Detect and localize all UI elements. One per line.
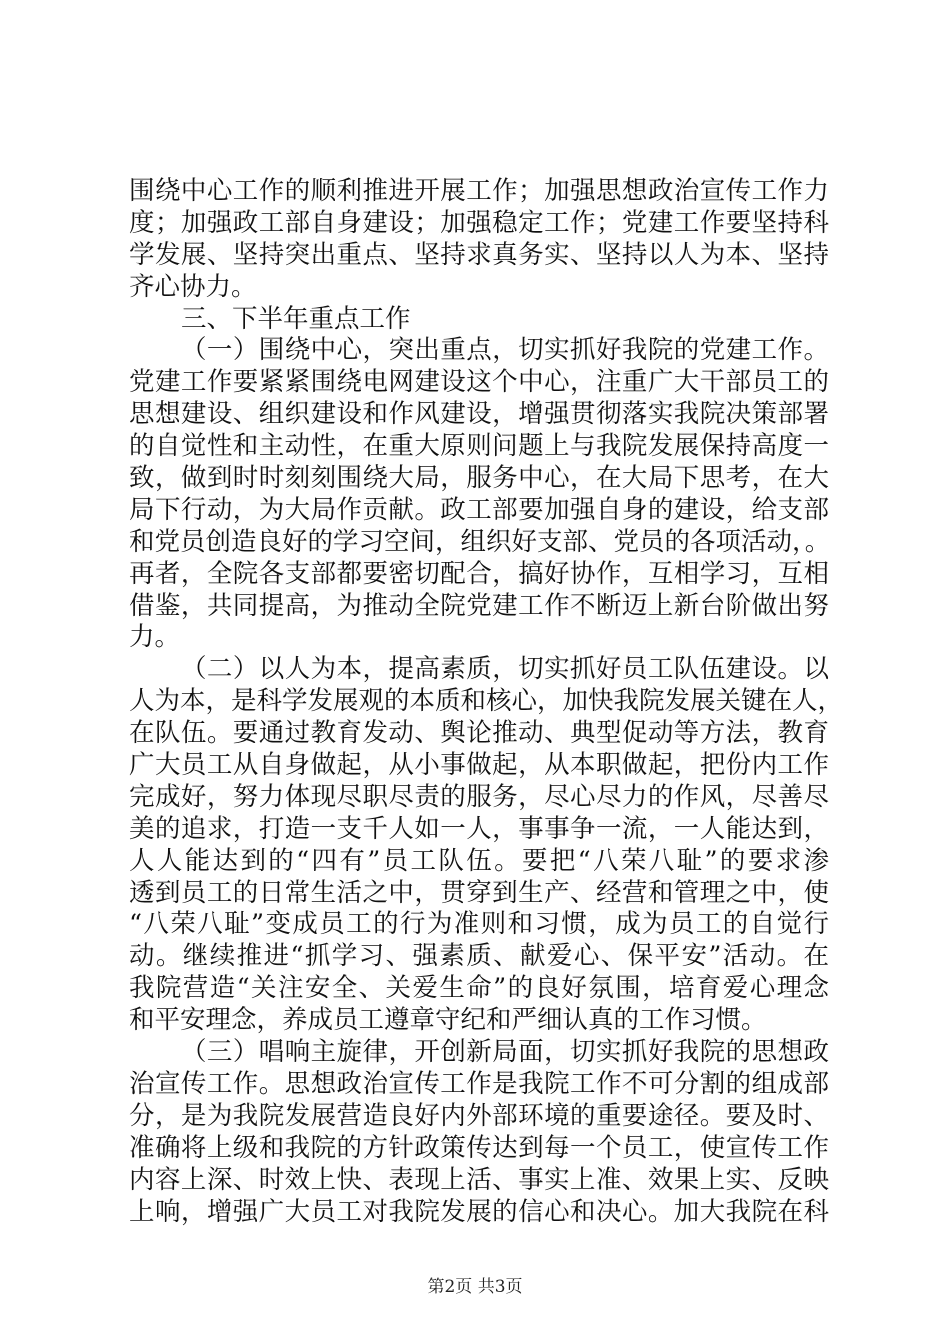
text-line: 内容上深、时效上快、表现上活、事实上准、效果上实、反映 — [129, 1164, 829, 1195]
text-line: 和平安理念，养成员工遵章守纪和严细认真的工作习惯。 — [129, 1005, 767, 1036]
text-line: 分，是为我院发展营造良好内外部环境的重要途径。要及时、 — [129, 1100, 829, 1131]
text-line: 美的追求，打造一支千人如一人，事事争一流，一人能达到， — [129, 813, 829, 844]
text-line: （二）以人为本，提高素质，切实抓好员工队伍建设。以 — [181, 654, 829, 685]
text-line: 党建工作要紧紧围绕电网建设这个中心，注重广大干部员工的 — [129, 367, 829, 398]
text-line: 齐心协力。 — [129, 271, 257, 302]
text-line: （一）围绕中心，突出重点，切实抓好我院的党建工作。 — [181, 335, 829, 366]
text-line: 和党员创造良好的学习空间，组织好支部、党员的各项活动，。 — [129, 526, 831, 557]
text-line: 动。继续推进“抓学习、强素质、献爱心、保平安”活动。在 — [129, 941, 829, 972]
text-line: 借鉴，共同提高，为推动全院党建工作不断迈上新台阶做出努 — [129, 590, 829, 621]
text-line: 我院营造“关注安全、关爱生命”的良好氛围，培育爱心理念 — [129, 973, 829, 1004]
text-line: 再者，全院各支部都要密切配合，搞好协作，互相学习，互相 — [129, 558, 829, 589]
page-footer: 第2页 共3页 — [427, 1277, 523, 1297]
text-line: 在队伍。要通过教育发动、舆论推动、典型促动等方法，教育 — [129, 718, 829, 749]
text-line: 人人能达到的“四有”员工队伍。要把“八荣八耻”的要求渗 — [129, 845, 829, 876]
text-line: 致，做到时时刻刻围绕大局，服务中心，在大局下思考，在大 — [129, 463, 829, 494]
text-line: 围绕中心工作的顺利推进开展工作；加强思想政治宣传工作力 — [129, 176, 829, 206]
text-line: 思想建设、组织建设和作风建设，增强贯彻落实我院决策部署 — [129, 399, 829, 430]
text-line: 三、下半年重点工作 — [181, 303, 411, 334]
text-line: 人为本，是科学发展观的本质和核心，加快我院发展关键在人， — [129, 686, 844, 717]
text-line: 度；加强政工部自身建设；加强稳定工作；党建工作要坚持科 — [129, 207, 829, 238]
text-line: 治宣传工作。思想政治宣传工作是我院工作不可分割的组成部 — [129, 1068, 829, 1099]
text-line: 透到员工的日常生活之中，贯穿到生产、经营和管理之中，使 — [129, 877, 829, 908]
text-line: 学发展、坚持突出重点、坚持求真务实、坚持以人为本、坚持 — [129, 239, 829, 270]
text-line: 准确将上级和我院的方针政策传达到每一个员工，使宣传工作 — [129, 1132, 829, 1163]
text-line: 局下行动，为大局作贡献。政工部要加强自身的建设，给支部 — [129, 494, 829, 525]
text-line: 完成好，努力体现尽职尽责的服务，尽心尽力的作风，尽善尽 — [129, 781, 829, 812]
text-line: 力。 — [129, 622, 181, 653]
document-body — [129, 176, 844, 1228]
text-line: 广大员工从自身做起，从小事做起，从本职做起，把份内工作 — [129, 750, 829, 781]
text-line: （三）唱响主旋律，开创新局面，切实抓好我院的思想政 — [181, 1037, 829, 1068]
text-line: 的自觉性和主动性，在重大原则问题上与我院发展保持高度一 — [129, 431, 829, 462]
text-line: “八荣八耻”变成员工的行为准则和习惯，成为员工的自觉行 — [129, 909, 829, 940]
text-line: 上响，增强广大员工对我院发展的信心和决心。加大我院在科 — [129, 1196, 829, 1227]
